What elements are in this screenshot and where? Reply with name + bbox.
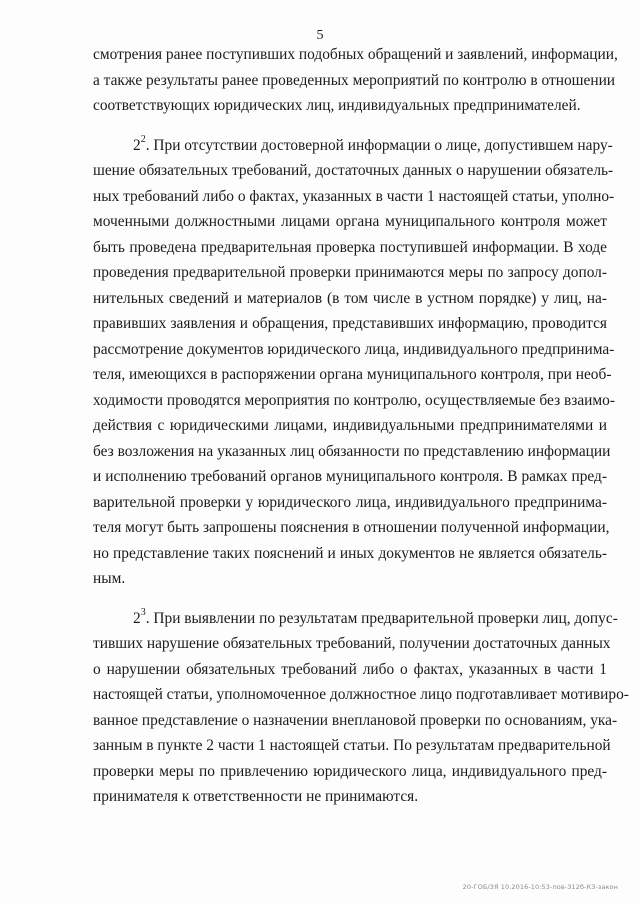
footer-document-code: 20-ГОБ/ЗЯ 10.2016-10:53-пов-312б-К3-закон [462,883,618,891]
paragraph-marker: 2 [133,609,141,627]
text-line: соответствующих юридических лиц, индивидуальных предпринимателей. [93,97,581,114]
paragraph-marker-superscript: 2 [140,134,146,146]
text-line: занным в пункте 2 части 1 настоящей статьи. По результатам предварительной [93,737,611,754]
text-line: быть проведена предварительная проверка поступившей информации. В ходе [93,238,607,256]
document-body [93,42,629,810]
text-line: рассмотрение документов юридического лица, индивидуального предпринима- [93,340,615,358]
text-line: теля могут быть запрошены пояснения в отношении полученной информации, [93,519,610,536]
text-line: действия с юридическими лицами, индивидуальными предпринимателями и [93,417,607,434]
text-line: без возложения на указанных лиц обязанности по представлению информации [93,442,611,460]
text-line: смотрения ранее поступивших подобных обращений и заявлений, информации, [93,46,618,63]
page-number: 5 [316,28,324,43]
text-line: проведения предварительной проверки принимаются меры по запросу допол- [93,264,607,281]
text-line: моченными должностными лицами органа муниципального контроля может [93,213,607,230]
text-line: принимателя к ответственности не принимаются. [93,788,419,805]
text-line: проверки меры по привлечению юридического лица, индивидуального пред- [93,762,607,780]
text-line: нительных сведений и материалов (в том числе в устном порядке) у лиц, на- [93,289,607,307]
text-line: правивших заявления и обращения, представивших информацию, проводится [93,315,607,332]
text-line: тивших нарушение обязательных требований, получении достаточных данных [93,635,611,652]
text-line: теля, имеющихся в распоряжении органа муниципального контроля, при необ- [93,366,612,383]
text-line: но представление таких пояснений и иных документов не является обязатель- [93,544,607,562]
paragraph-continuation [93,42,618,119]
text-line: а также результаты ранее проведенных мероприятий по контролю в отношении [93,71,616,89]
text-line: . При выявлении по результатам предварительной проверки лиц, допус- [145,609,618,627]
text-line: ных требований либо о фактах, указанных в части 1 настоящей статьи, уполно- [93,187,615,205]
text-line: о нарушении обязательных требований либо о фактах, указанных в части 1 [93,660,607,678]
text-line: ным. [93,570,126,587]
text-line: настоящей статьи, уполномоченное должностное лицо подготавливает мотивиро- [93,686,629,703]
paragraph-first-line [93,606,618,632]
text-line: шение обязательных требований, достаточных данных о нарушении обязатель- [93,162,614,179]
paragraph-marker: 2 [133,136,141,154]
text-line: и исполнению требований органов муниципального контроля. В рамках пред- [93,468,607,485]
paragraph-first-line [93,133,613,159]
paragraph-2-2 [93,133,615,592]
text-line: ходимости проводятся мероприятия по контролю, осуществляемые без взаимо- [93,391,615,409]
text-line: ванное представление о назначении внеплановой проверки по основаниям, ука- [93,711,618,729]
paragraph-marker-superscript: 3 [140,607,146,619]
paragraph-2-3 [93,606,629,810]
text-line: варительной проверки у юридического лица, индивидуального предпринима- [93,493,607,511]
text-line: . При отсутствии достоверной информации о лице, допустившем нару- [145,136,613,154]
